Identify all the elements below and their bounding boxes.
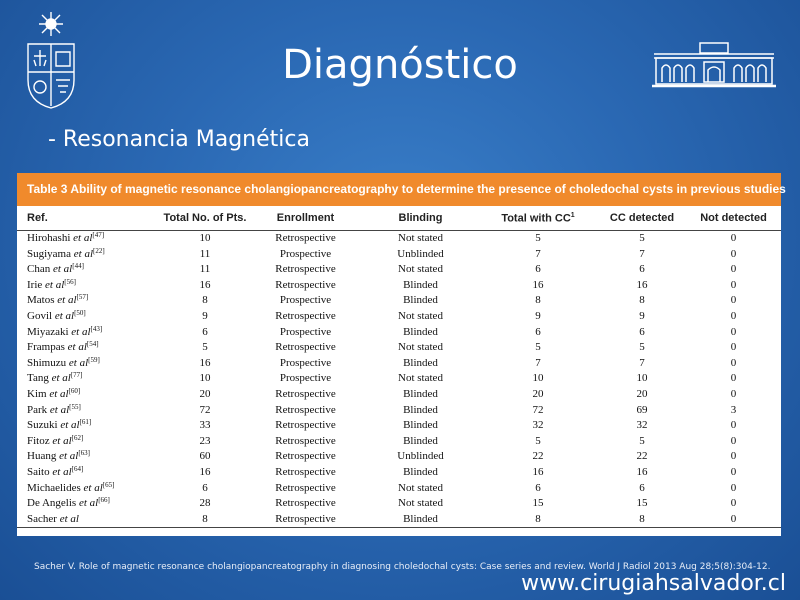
ref-author: Sacher [27,512,57,525]
cell-blinding: Unblinded [397,247,444,260]
table-row [17,325,781,341]
cell-not-detected: 0 [730,497,737,510]
table-row [17,387,781,403]
cell-enrollment: Prospective [279,294,332,307]
ref-etal: et al [49,387,69,400]
cell-enrollment: Prospective [279,325,332,338]
ref-author: Miyazaki [27,325,69,338]
cell-ref [17,512,162,528]
cell-not-detected: 0 [730,278,737,291]
cell-cc-detected: 8 [639,294,645,307]
cell-cc-detected: 6 [639,325,645,338]
cell-not-detected: 0 [730,341,737,354]
ref-author: Michaelides [27,481,81,494]
cell-cc-detected: 15 [636,497,648,510]
ref-author: Matos [27,294,55,307]
ref-citation-number: [57] [76,293,89,302]
ref-author: Govil [27,309,53,322]
ref-etal: et al [52,263,73,276]
ref-citation-number: [65] [102,480,115,489]
cell-total-cc: 6 [535,325,541,338]
ref-citation-number: [50] [74,308,86,317]
cell-blinding: Blinded [403,325,438,338]
cell-blinding: Not stated [398,263,443,276]
cell-cc-detected: 9 [639,309,645,322]
ref-etal: et al [59,512,79,525]
cell-blinding: Blinded [403,278,438,291]
cell-enrollment: Retrospective [275,232,336,244]
ref-citation-number: [43] [90,324,103,333]
header-enrollment: Enrollment [248,206,363,231]
header-total-cc-label: Total with CC [501,212,571,225]
cell-enrollment: Prospective [279,372,332,385]
cell-ref [17,418,162,434]
cell-ref [17,340,162,356]
table-row [17,356,781,372]
ref-citation-number: [56] [64,277,76,286]
ref-author: Fitoz [27,434,50,447]
cell-ref [17,449,162,465]
cell-total-cc: 16 [532,278,544,291]
cell-total-pts: 6 [202,325,208,338]
header-total-pts: Total No. of Pts. [162,206,248,231]
cell-total-pts: 20 [199,387,211,400]
cell-not-detected: 0 [730,465,737,478]
cell-ref [17,247,162,263]
cell-ref [17,481,162,497]
cell-not-detected: 0 [730,263,737,276]
cell-cc-detected: 5 [639,341,645,354]
cell-cc-detected: 22 [636,450,648,463]
cell-total-cc: 15 [532,497,544,510]
slide-subtitle: - Resonancia Magnética [48,127,310,152]
cell-not-detected: 0 [730,247,737,260]
cell-not-detected: 0 [730,434,737,447]
cell-enrollment: Retrospective [275,434,336,447]
ref-citation-number: [61] [79,418,92,427]
cell-not-detected: 0 [730,387,737,400]
cell-blinding: Blinded [403,465,438,478]
cell-cc-detected: 10 [636,372,648,385]
cell-cc-detected: 7 [639,247,645,260]
ref-author: Huang [27,450,57,463]
cell-total-cc: 9 [535,309,541,322]
cell-total-pts: 8 [162,512,248,528]
cell-blinding: Not stated [398,341,443,354]
table-row [17,293,781,309]
cell-total-pts: 23 [199,434,211,447]
table-row [17,371,781,387]
ref-author: Kim [27,387,47,400]
ref-author: Irie [27,278,43,291]
ref-author: Suzuki [27,419,58,432]
cell-enrollment: Retrospective [275,481,336,494]
cell-not-detected: 0 [686,512,781,528]
cell-cc-detected: 5 [639,434,645,447]
study-table [17,206,781,528]
cell-not-detected: 0 [730,419,737,432]
cell-not-detected: 0 [730,309,737,322]
header-total-cc [478,206,598,231]
ref-etal: et al [54,309,75,322]
header-ref: Ref. [17,206,162,231]
cell-total-cc: 20 [532,387,544,400]
cell-total-cc: 5 [535,434,541,447]
ref-citation-number: [77] [70,371,83,380]
cell-cc-detected: 32 [636,419,648,432]
cell-blinding: Blinded [403,356,438,369]
cell-enrollment: Retrospective [275,263,336,276]
cell-enrollment: Retrospective [275,403,336,416]
cell-cc-detected: 16 [636,465,648,478]
ref-citation-number: [59] [88,355,100,364]
cell-blinding: Not stated [398,481,443,494]
ref-author: Saito [27,465,50,478]
ref-citation-number: [22] [93,246,105,255]
ref-citation-number: [64] [71,464,84,473]
cell-enrollment: Retrospective [248,512,363,528]
ref-citation-number: [62] [71,433,84,442]
cell-total-pts: 9 [202,309,208,322]
cell-total-pts: 60 [199,450,211,463]
cell-ref [17,465,162,481]
cell-not-detected: 0 [730,450,737,463]
cell-total-pts: 11 [199,263,211,276]
cell-total-pts: 11 [199,247,211,260]
cell-ref [17,293,162,309]
ref-author: Shimuzu [27,356,67,369]
cell-total-pts: 33 [199,419,211,432]
cell-not-detected: 0 [730,356,737,369]
cell-total-cc: 6 [535,481,541,494]
ref-author: De Angelis [27,497,77,510]
table-row [17,247,781,263]
cell-ref [17,231,162,247]
ref-author: Frampas [27,341,65,354]
cell-total-pts: 16 [199,356,211,369]
cell-enrollment: Retrospective [275,387,336,400]
table-row [17,231,781,247]
cell-total-pts: 8 [202,294,208,307]
cell-blinding: Unblinded [397,450,444,463]
ref-etal: et al [49,403,70,416]
table-row [17,418,781,434]
cell-cc-detected: 6 [639,263,645,276]
ref-citation-number: [54] [86,340,99,349]
cell-ref [17,403,162,419]
cell-ref [17,325,162,341]
cell-blinding: Blinded [403,294,438,307]
website-url: www.cirugiahsalvador.cl [521,571,786,596]
table-row [17,262,781,278]
cell-not-detected: 3 [730,403,737,416]
table-row [17,496,781,512]
ref-author: Hirohashi [27,232,71,244]
cell-ref [17,278,162,294]
cell-enrollment: Retrospective [275,341,336,354]
cell-enrollment: Retrospective [275,309,336,322]
cell-enrollment: Retrospective [275,419,336,432]
cell-enrollment: Retrospective [275,278,336,291]
ref-etal: et al [51,372,71,385]
ref-author: Chan [27,263,51,276]
cell-enrollment: Retrospective [275,497,336,510]
cell-blinding: Blinded [363,512,478,528]
cell-cc-detected: 8 [598,512,686,528]
ref-etal: et al [67,341,87,354]
cell-cc-detected: 5 [639,232,645,244]
header-not-detected: Not detected [686,206,781,231]
cell-cc-detected: 7 [639,356,645,369]
table-body [17,231,781,528]
cell-total-cc: 16 [532,465,544,478]
ref-etal: et al [73,247,93,260]
table-row [17,340,781,356]
cell-blinding: Not stated [398,309,443,322]
cell-total-cc: 22 [532,450,544,463]
table-row [17,449,781,465]
cell-blinding: Blinded [403,387,438,400]
cell-not-detected: 0 [730,481,737,494]
cell-cc-detected: 6 [639,481,645,494]
cell-enrollment: Retrospective [275,465,336,478]
cell-total-cc: 8 [535,294,541,307]
cell-ref [17,387,162,403]
table-row [17,403,781,419]
ref-citation-number: [47] [92,231,105,239]
table-header-row [17,206,781,231]
ref-citation-number: [60] [68,386,81,395]
cell-total-pts: 16 [199,465,211,478]
table-row [17,512,781,528]
ref-author: Tang [27,372,49,385]
cell-ref [17,371,162,387]
cell-total-cc: 8 [478,512,598,528]
ref-etal: et al [59,450,79,463]
study-table-panel [17,173,786,536]
cell-cc-detected: 69 [636,403,648,416]
cell-blinding: Not stated [398,497,443,510]
ref-etal: et al [52,434,72,447]
ref-etal: et al [73,232,93,244]
table-caption: Table 3 Ability of magnetic resonance cholangiopancreatography to determine the presence of choledochal cysts in previous studies [17,173,781,206]
ref-etal: et al [52,465,72,478]
cell-not-detected: 0 [730,325,737,338]
table-row [17,278,781,294]
cell-total-cc: 5 [535,341,541,354]
cell-not-detected: 0 [730,372,737,385]
ref-etal: et al [68,356,89,369]
ref-citation-number: [66] [98,496,110,505]
ref-citation-number: [63] [78,449,90,458]
cell-ref [17,262,162,278]
cell-total-cc: 7 [535,356,541,369]
cell-cc-detected: 20 [636,387,648,400]
cell-total-cc: 7 [535,247,541,260]
slide-title: Diagnóstico [282,42,518,88]
cell-ref [17,309,162,325]
cell-blinding: Not stated [398,232,443,244]
header-total-cc-footnote: 1 [570,211,575,219]
cell-ref [17,356,162,372]
cell-ref [17,434,162,450]
cell-blinding: Blinded [403,434,438,447]
cell-total-pts: 5 [202,341,208,354]
table-row [17,465,781,481]
ref-author: Park [27,403,48,416]
cell-total-pts: 6 [202,481,208,494]
cell-total-pts: 16 [199,278,211,291]
cell-blinding: Blinded [403,403,438,416]
cell-enrollment: Retrospective [275,450,336,463]
cell-total-pts: 72 [199,403,211,416]
cell-blinding: Not stated [398,372,443,385]
header-blinding: Blinding [363,206,478,231]
cell-total-pts: 10 [199,232,211,244]
table-row [17,434,781,450]
cell-total-pts: 10 [199,372,211,385]
cell-blinding: Blinded [403,419,438,432]
cell-cc-detected: 16 [636,278,648,291]
cell-total-cc: 32 [532,419,544,432]
ref-etal: et al [83,481,103,494]
cell-total-pts: 28 [199,497,211,510]
ref-author: Sugiyama [27,247,71,260]
ref-citation-number: [55] [69,402,81,411]
cell-total-cc: 5 [535,232,541,244]
cell-enrollment: Prospective [279,247,332,260]
source-citation: Sacher V. Role of magnetic resonance cholangiopancreatography in diagnosing choledochal cysts: Case series and review. World J Radiol 2013 Aug 28;5(8):304-12. [34,562,771,572]
table-row [17,481,781,497]
cell-total-cc: 10 [532,372,544,385]
table-row [17,309,781,325]
cell-not-detected: 0 [730,232,737,244]
ref-etal: et al [45,278,65,291]
cell-enrollment: Prospective [279,356,332,369]
header-cc-detected: CC detected [598,206,686,231]
ref-etal: et al [57,294,77,307]
cell-ref [17,496,162,512]
cell-total-cc: 72 [532,403,544,416]
ref-etal: et al [78,497,99,510]
ref-citation-number: [44] [72,262,84,271]
ref-etal: et al [71,325,91,338]
cell-not-detected: 0 [730,294,737,307]
ref-etal: et al [60,419,80,432]
cell-total-cc: 6 [535,263,541,276]
